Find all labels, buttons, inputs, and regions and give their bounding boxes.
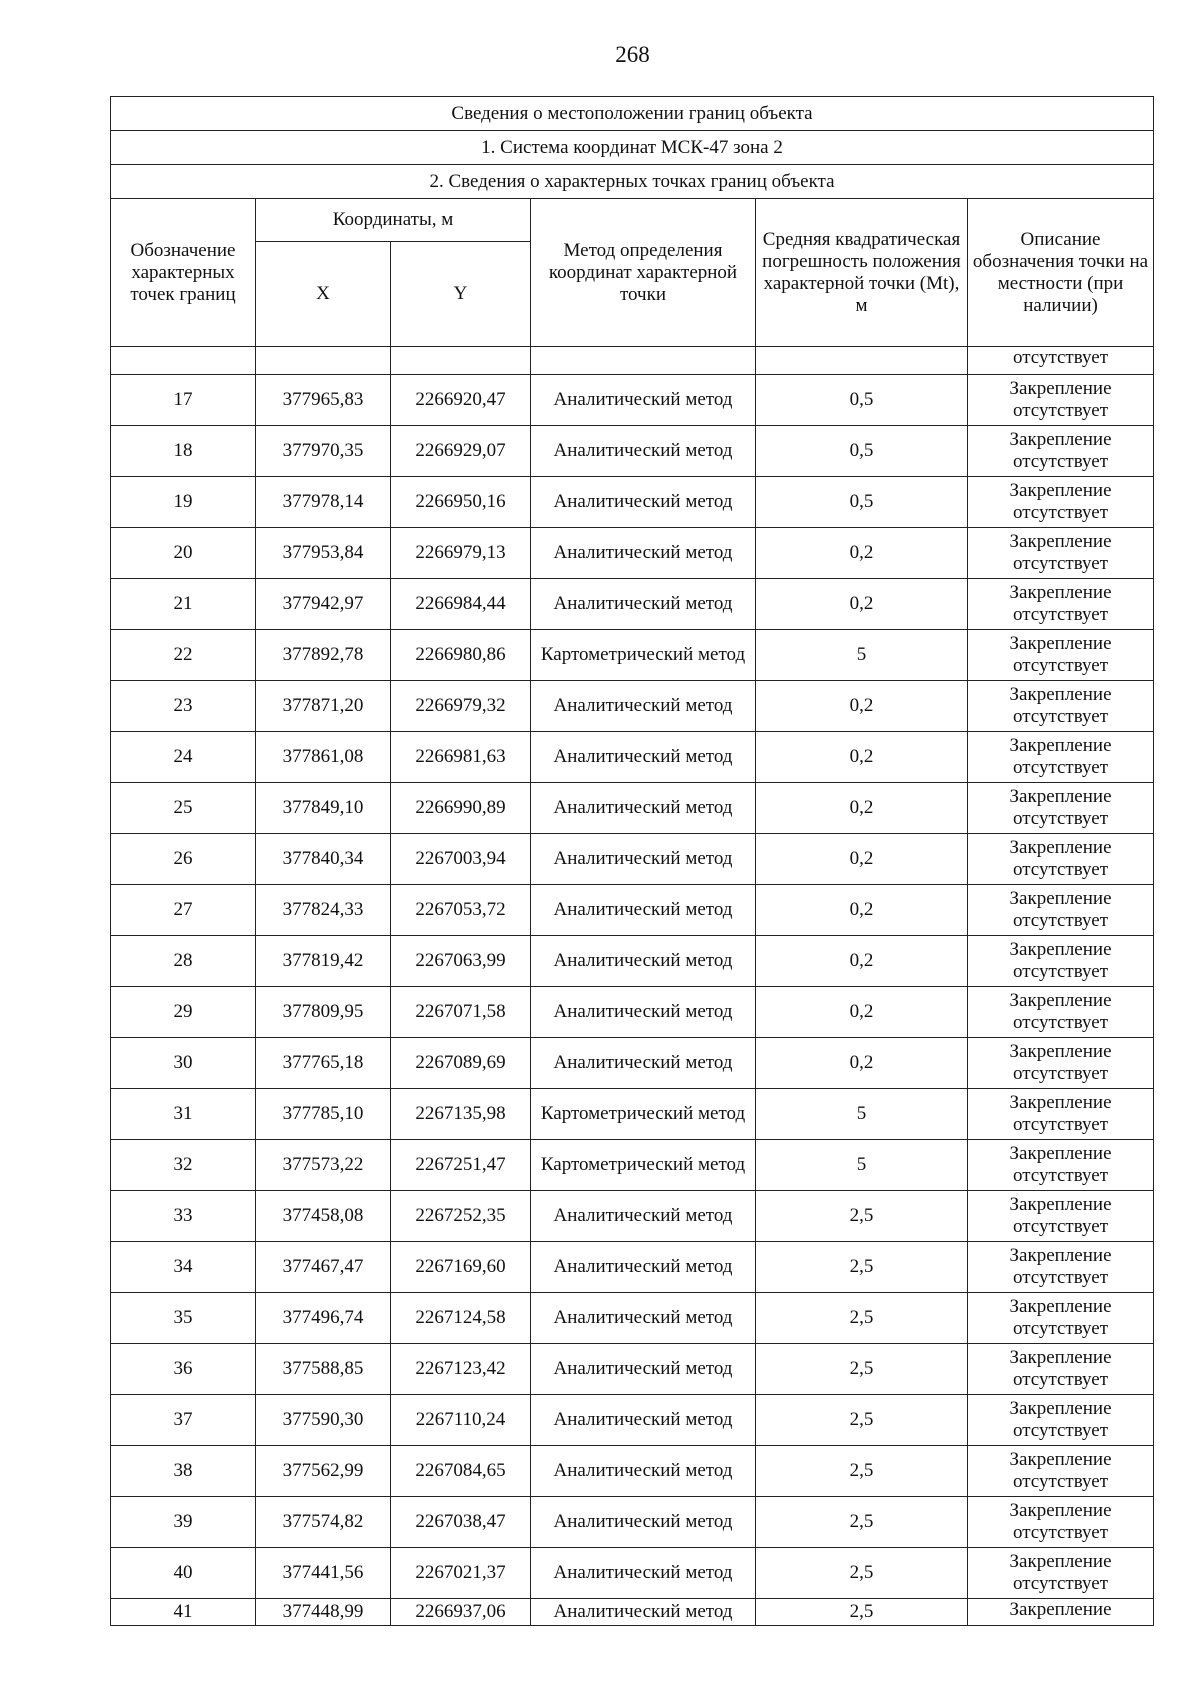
cell-x: 377765,18 xyxy=(256,1038,391,1089)
cell-error: 5 xyxy=(756,1140,968,1191)
cell-description: Закрепление отсутствует xyxy=(968,426,1154,477)
cell-description: Закрепление отсутствует xyxy=(968,681,1154,732)
cell-y: 2267071,58 xyxy=(391,987,531,1038)
table-row xyxy=(111,987,1154,1038)
cell-x: 377861,08 xyxy=(256,732,391,783)
cell-error: 0,5 xyxy=(756,375,968,426)
cell-point: 36 xyxy=(111,1344,256,1395)
cell-description: Закрепление отсутствует xyxy=(968,834,1154,885)
cell-method: Аналитический метод xyxy=(531,1293,756,1344)
cell-x: 377562,99 xyxy=(256,1446,391,1497)
cell-description: Закрепление xyxy=(968,1599,1154,1626)
cell-x: 377441,56 xyxy=(256,1548,391,1599)
cell-description: Закрепление отсутствует xyxy=(968,528,1154,579)
cell-method: Аналитический метод xyxy=(531,1446,756,1497)
cell-description: Закрепление отсутствует xyxy=(968,1344,1154,1395)
cell-point: 19 xyxy=(111,477,256,528)
table-row xyxy=(111,426,1154,477)
cell-error: 2,5 xyxy=(756,1191,968,1242)
cell-description: Закрепление отсутствует xyxy=(968,732,1154,783)
cell-x: 377448,99 xyxy=(256,1599,391,1626)
cell-description: Закрепление отсутствует xyxy=(968,1548,1154,1599)
cell-method: Аналитический метод xyxy=(531,1344,756,1395)
table-row xyxy=(111,1548,1154,1599)
cell-method: Аналитический метод xyxy=(531,426,756,477)
coordinate-system-row xyxy=(111,131,1154,165)
cell-point: 30 xyxy=(111,1038,256,1089)
cell-point: 17 xyxy=(111,375,256,426)
cell-error: 2,5 xyxy=(756,1395,968,1446)
table-row xyxy=(111,1191,1154,1242)
cell-point: 41 xyxy=(111,1599,256,1626)
cell-error: 5 xyxy=(756,1089,968,1140)
cell-description: Закрепление отсутствует xyxy=(968,375,1154,426)
cell-method: Картометрический метод xyxy=(531,630,756,681)
cell-error: 0,2 xyxy=(756,783,968,834)
cell-method: Аналитический метод xyxy=(531,732,756,783)
cell-x: 377573,22 xyxy=(256,1140,391,1191)
table-row xyxy=(111,528,1154,579)
header-method: Метод определения координат характерной точки xyxy=(531,199,756,347)
cell-y: 2266981,63 xyxy=(391,732,531,783)
cell-point: 27 xyxy=(111,885,256,936)
cell-error: 0,2 xyxy=(756,885,968,936)
cell-point: 28 xyxy=(111,936,256,987)
cell-y: 2267053,72 xyxy=(391,885,531,936)
cell-x: 377978,14 xyxy=(256,477,391,528)
cell-y: 2266937,06 xyxy=(391,1599,531,1626)
cell-error: 2,5 xyxy=(756,1293,968,1344)
cell-y: 2266990,89 xyxy=(391,783,531,834)
header-description: Описание обозначения точки на местности (при наличии) xyxy=(968,199,1154,347)
cell-description: Закрепление отсутствует xyxy=(968,1140,1154,1191)
cell-point: 24 xyxy=(111,732,256,783)
cell-method: Аналитический метод xyxy=(531,885,756,936)
cell-x: 377819,42 xyxy=(256,936,391,987)
cell-empty xyxy=(111,347,256,375)
cell-x: 377574,82 xyxy=(256,1497,391,1548)
cell-x: 377871,20 xyxy=(256,681,391,732)
table-row xyxy=(111,375,1154,426)
cell-error: 0,2 xyxy=(756,834,968,885)
cell-error: 0,2 xyxy=(756,987,968,1038)
cell-y: 2266979,13 xyxy=(391,528,531,579)
cell-error: 0,2 xyxy=(756,732,968,783)
header-point: Обозначение характерных точек границ xyxy=(111,199,256,347)
cell-error: 2,5 xyxy=(756,1599,968,1626)
cell-description: Закрепление отсутствует xyxy=(968,1293,1154,1344)
cell-y: 2267123,42 xyxy=(391,1344,531,1395)
cell-y: 2267084,65 xyxy=(391,1446,531,1497)
cell-method: Аналитический метод xyxy=(531,1548,756,1599)
cell-error: 0,2 xyxy=(756,1038,968,1089)
cell-description: Закрепление отсутствует xyxy=(968,1242,1154,1293)
cell-x: 377458,08 xyxy=(256,1191,391,1242)
cell-description: Закрепление отсутствует xyxy=(968,1395,1154,1446)
table-row xyxy=(111,885,1154,936)
cell-description: Закрепление отсутствует xyxy=(968,936,1154,987)
table-row xyxy=(111,1344,1154,1395)
cell-method: Аналитический метод xyxy=(531,1191,756,1242)
cell-x: 377824,33 xyxy=(256,885,391,936)
cell-x: 377953,84 xyxy=(256,528,391,579)
cell-point: 21 xyxy=(111,579,256,630)
cell-point: 33 xyxy=(111,1191,256,1242)
cell-empty xyxy=(256,347,391,375)
cell-x: 377840,34 xyxy=(256,834,391,885)
table-row xyxy=(111,783,1154,834)
cell-y: 2267252,35 xyxy=(391,1191,531,1242)
cell-x: 377590,30 xyxy=(256,1395,391,1446)
cell-empty xyxy=(756,347,968,375)
cell-method: Аналитический метод xyxy=(531,936,756,987)
cell-error: 2,5 xyxy=(756,1344,968,1395)
cell-method: Аналитический метод xyxy=(531,528,756,579)
cell-y: 2267089,69 xyxy=(391,1038,531,1089)
cell-error: 2,5 xyxy=(756,1242,968,1293)
cell-error: 0,5 xyxy=(756,426,968,477)
cell-method: Аналитический метод xyxy=(531,987,756,1038)
boundary-points-table xyxy=(110,96,1154,1626)
cell-y: 2267063,99 xyxy=(391,936,531,987)
cell-empty xyxy=(531,347,756,375)
cell-description: Закрепление отсутствует xyxy=(968,477,1154,528)
table-row xyxy=(111,732,1154,783)
cell-point: 34 xyxy=(111,1242,256,1293)
table-row xyxy=(111,1140,1154,1191)
table-row xyxy=(111,1599,1154,1626)
cell-point: 23 xyxy=(111,681,256,732)
cell-description: Закрепление отсутствует xyxy=(968,783,1154,834)
cell-y: 2267251,47 xyxy=(391,1140,531,1191)
cell-description: Закрепление отсутствует xyxy=(968,630,1154,681)
cell-method: Аналитический метод xyxy=(531,579,756,630)
cell-error: 2,5 xyxy=(756,1446,968,1497)
cell-y: 2266984,44 xyxy=(391,579,531,630)
cell-point: 39 xyxy=(111,1497,256,1548)
cell-x: 377588,85 xyxy=(256,1344,391,1395)
table-row xyxy=(111,579,1154,630)
cell-x: 377496,74 xyxy=(256,1293,391,1344)
cell-x: 377785,10 xyxy=(256,1089,391,1140)
table-row xyxy=(111,1446,1154,1497)
cell-method: Аналитический метод xyxy=(531,681,756,732)
cell-description: Закрепление отсутствует xyxy=(968,987,1154,1038)
cell-point: 20 xyxy=(111,528,256,579)
table-row xyxy=(111,936,1154,987)
cell-description: Закрепление отсутствует xyxy=(968,1497,1154,1548)
cell-x: 377942,97 xyxy=(256,579,391,630)
table-row xyxy=(111,477,1154,528)
table-row xyxy=(111,1395,1154,1446)
cell-x: 377965,83 xyxy=(256,375,391,426)
cell-empty xyxy=(391,347,531,375)
cell-y: 2267124,58 xyxy=(391,1293,531,1344)
table-row xyxy=(111,1497,1154,1548)
cell-description: Закрепление отсутствует xyxy=(968,579,1154,630)
cell-description: Закрепление отсутствует xyxy=(968,1191,1154,1242)
header-error: Средняя квадратическая погрешность положения характерной точки (Mt), м xyxy=(756,199,968,347)
cell-y: 2267021,37 xyxy=(391,1548,531,1599)
cell-y: 2267038,47 xyxy=(391,1497,531,1548)
cell-point: 29 xyxy=(111,987,256,1038)
cell-error: 0,2 xyxy=(756,528,968,579)
cell-method: Аналитический метод xyxy=(531,1599,756,1626)
header-row-1 xyxy=(111,199,1154,242)
cell-point: 35 xyxy=(111,1293,256,1344)
cell-point: 26 xyxy=(111,834,256,885)
cell-description: Закрепление отсутствует xyxy=(968,885,1154,936)
cell-method: Аналитический метод xyxy=(531,1395,756,1446)
cell-x: 377849,10 xyxy=(256,783,391,834)
cell-error: 0,2 xyxy=(756,681,968,732)
cell-point: 31 xyxy=(111,1089,256,1140)
cell-y: 2266980,86 xyxy=(391,630,531,681)
cell-error: 2,5 xyxy=(756,1548,968,1599)
cell-method: Аналитический метод xyxy=(531,1497,756,1548)
cell-error: 5 xyxy=(756,630,968,681)
continuation-row xyxy=(111,347,1154,375)
cell-method: Аналитический метод xyxy=(531,477,756,528)
cell-method: Аналитический метод xyxy=(531,783,756,834)
cell-y: 2267110,24 xyxy=(391,1395,531,1446)
cell-description: Закрепление отсутствует xyxy=(968,1089,1154,1140)
page-number: 268 xyxy=(615,42,650,67)
cell-point: 32 xyxy=(111,1140,256,1191)
table-title: Сведения о местоположении границ объекта xyxy=(111,97,1154,131)
table-row xyxy=(111,1242,1154,1293)
cell-y: 2266929,07 xyxy=(391,426,531,477)
cell-description: Закрепление отсутствует xyxy=(968,1038,1154,1089)
cell-error: 0,2 xyxy=(756,579,968,630)
header-y: Y xyxy=(391,242,531,347)
cell-x: 377892,78 xyxy=(256,630,391,681)
cell-x: 377970,35 xyxy=(256,426,391,477)
cell-y: 2266950,16 xyxy=(391,477,531,528)
cell-point: 37 xyxy=(111,1395,256,1446)
cell-error: 2,5 xyxy=(756,1497,968,1548)
table-row xyxy=(111,681,1154,732)
cell-x: 377467,47 xyxy=(256,1242,391,1293)
cell-x: 377809,95 xyxy=(256,987,391,1038)
table-row xyxy=(111,1038,1154,1089)
header-x: X xyxy=(256,242,391,347)
cell-error: 0,2 xyxy=(756,936,968,987)
cell-y: 2267169,60 xyxy=(391,1242,531,1293)
cell-y: 2266979,32 xyxy=(391,681,531,732)
table-row xyxy=(111,630,1154,681)
cell-y: 2267003,94 xyxy=(391,834,531,885)
cell-y: 2267135,98 xyxy=(391,1089,531,1140)
cell-method: Картометрический метод xyxy=(531,1089,756,1140)
cell-method: Картометрический метод xyxy=(531,1140,756,1191)
cell-point: 25 xyxy=(111,783,256,834)
cell-point: 40 xyxy=(111,1548,256,1599)
cell-point: 22 xyxy=(111,630,256,681)
table-row xyxy=(111,1089,1154,1140)
section-title: 2. Сведения о характерных точках границ объекта xyxy=(111,165,1154,199)
cell-description: отсутствует xyxy=(968,347,1154,375)
cell-point: 18 xyxy=(111,426,256,477)
cell-description: Закрепление отсутствует xyxy=(968,1446,1154,1497)
table-title-row xyxy=(111,97,1154,131)
table-row xyxy=(111,1293,1154,1344)
table-row xyxy=(111,834,1154,885)
coordinate-system: 1. Система координат МСК-47 зона 2 xyxy=(111,131,1154,165)
cell-y: 2266920,47 xyxy=(391,375,531,426)
header-coordinates: Координаты, м xyxy=(256,199,531,242)
cell-error: 0,5 xyxy=(756,477,968,528)
section-title-row xyxy=(111,165,1154,199)
cell-method: Аналитический метод xyxy=(531,375,756,426)
cell-method: Аналитический метод xyxy=(531,1038,756,1089)
cell-method: Аналитический метод xyxy=(531,1242,756,1293)
cell-point: 38 xyxy=(111,1446,256,1497)
cell-method: Аналитический метод xyxy=(531,834,756,885)
